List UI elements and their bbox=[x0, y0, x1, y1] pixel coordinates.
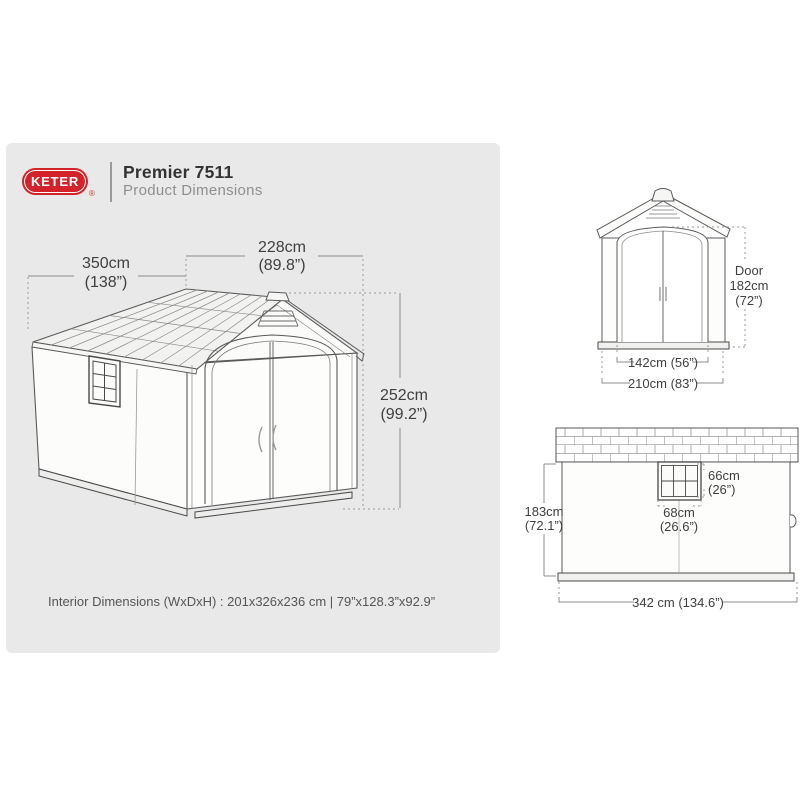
interior-dimensions-text: Interior Dimensions (WxDxH) : 201x326x236 cm | 79”x128.3”x92.9” bbox=[48, 594, 436, 609]
side-door-latch bbox=[790, 515, 796, 527]
dim-depth-in: (138”) bbox=[84, 274, 128, 291]
page-title: Premier 7511 bbox=[123, 162, 234, 182]
keter-logo-text: KETER bbox=[30, 174, 80, 189]
dim-window-width-cm: 68cm bbox=[663, 505, 695, 520]
dim-overall-length: 342 cm (134.6”) bbox=[632, 595, 724, 610]
dim-wall-height-cm: 183cm bbox=[524, 504, 564, 519]
front-doors-outer bbox=[617, 227, 708, 342]
side-roof-brick-strip bbox=[556, 428, 798, 462]
dim-window-height-in: (26”) bbox=[708, 482, 736, 497]
main-isometric-view bbox=[32, 289, 364, 518]
dim-width-cm: 228cm bbox=[257, 239, 307, 256]
dim-height-cm: 252cm bbox=[379, 387, 429, 404]
front-elevation-view bbox=[597, 189, 730, 350]
dim-window-height-cm: 66cm bbox=[708, 468, 740, 483]
dim-door-height-in: (72”) bbox=[735, 293, 763, 308]
dim-window-width-in: (26.6”) bbox=[659, 519, 699, 534]
dim-width-in: (89.8”) bbox=[258, 257, 306, 274]
dim-front-overall-width: 210cm (83”) bbox=[627, 376, 699, 391]
registered-trademark: ® bbox=[89, 189, 95, 198]
dim-door-width: 142cm (56”) bbox=[627, 355, 699, 370]
dim-height-in: (99.2”) bbox=[380, 406, 428, 423]
page-subtitle: Product Dimensions bbox=[123, 182, 263, 199]
dim-door-label: Door bbox=[734, 263, 764, 278]
dim-depth-cm: 350cm bbox=[81, 255, 131, 272]
dim-wall-height-in: (72.1”) bbox=[524, 518, 564, 533]
dim-door-height-cm: 182cm bbox=[729, 278, 769, 293]
